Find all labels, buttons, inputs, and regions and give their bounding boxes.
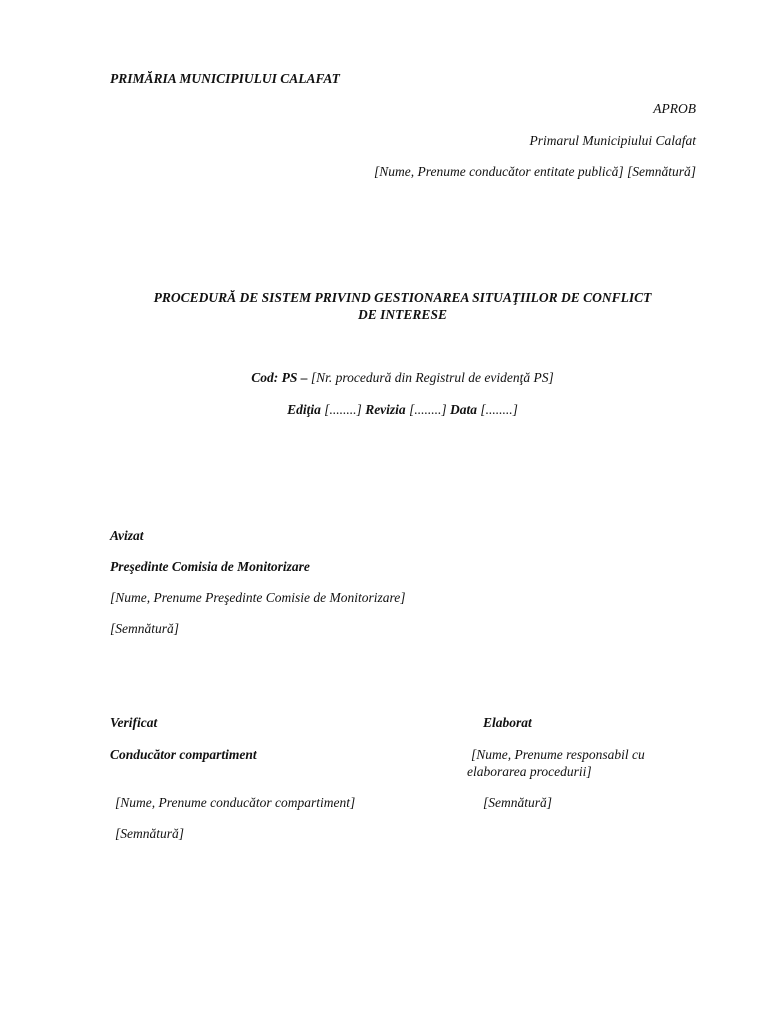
revision-value: [........] bbox=[409, 402, 447, 417]
revision-label: Revizia bbox=[365, 402, 406, 417]
code-label: Cod: PS – bbox=[251, 370, 308, 385]
avizat-role: Preşedinte Comisia de Monitorizare bbox=[110, 559, 310, 574]
edition-label: Ediţia bbox=[287, 402, 321, 417]
avizat-signature: [Semnătură] bbox=[110, 621, 180, 636]
approve-label: APROB bbox=[653, 101, 696, 116]
date-label: Data bbox=[449, 402, 477, 417]
date-value: [........] bbox=[480, 402, 518, 417]
procedure-code bbox=[0, 369, 770, 386]
mayor-title: Primarul Municipiului Calafat bbox=[529, 133, 696, 148]
document-title-line1: PROCEDURĂ DE SISTEM PRIVIND GESTIONAREA SITUAŢIILOR DE CONFLICT bbox=[153, 290, 652, 305]
approver-signatory: [Nume, Prenume conducător entitate publică] [Semnătură] bbox=[374, 164, 696, 179]
avizat-label: Avizat bbox=[110, 528, 144, 543]
elaborat-label: Elaborat bbox=[483, 715, 532, 730]
edition-value: [........] bbox=[324, 402, 362, 417]
verificat-label: Verificat bbox=[110, 715, 158, 730]
document-title-line2: DE INTERESE bbox=[358, 307, 447, 322]
elaborat-name-line1: [Nume, Prenume responsabil cu bbox=[471, 747, 645, 762]
avizat-name: [Nume, Prenume Preşedinte Comisie de Monitorizare] bbox=[110, 590, 406, 605]
edition-line bbox=[0, 401, 770, 418]
verificat-signature: [Semnătură] bbox=[115, 826, 185, 841]
verificat-role: Conducător compartiment bbox=[110, 747, 257, 762]
code-value: [Nr. procedură din Registrul de evidenţă PS] bbox=[310, 370, 554, 385]
elaborat-name-line2: elaborarea procedurii] bbox=[467, 764, 592, 779]
institution-name: PRIMĂRIA MUNICIPIULUI CALAFAT bbox=[110, 71, 340, 86]
elaborat-signature: [Semnătură] bbox=[483, 795, 553, 810]
verificat-name: [Nume, Prenume conducător compartiment] bbox=[115, 795, 356, 810]
